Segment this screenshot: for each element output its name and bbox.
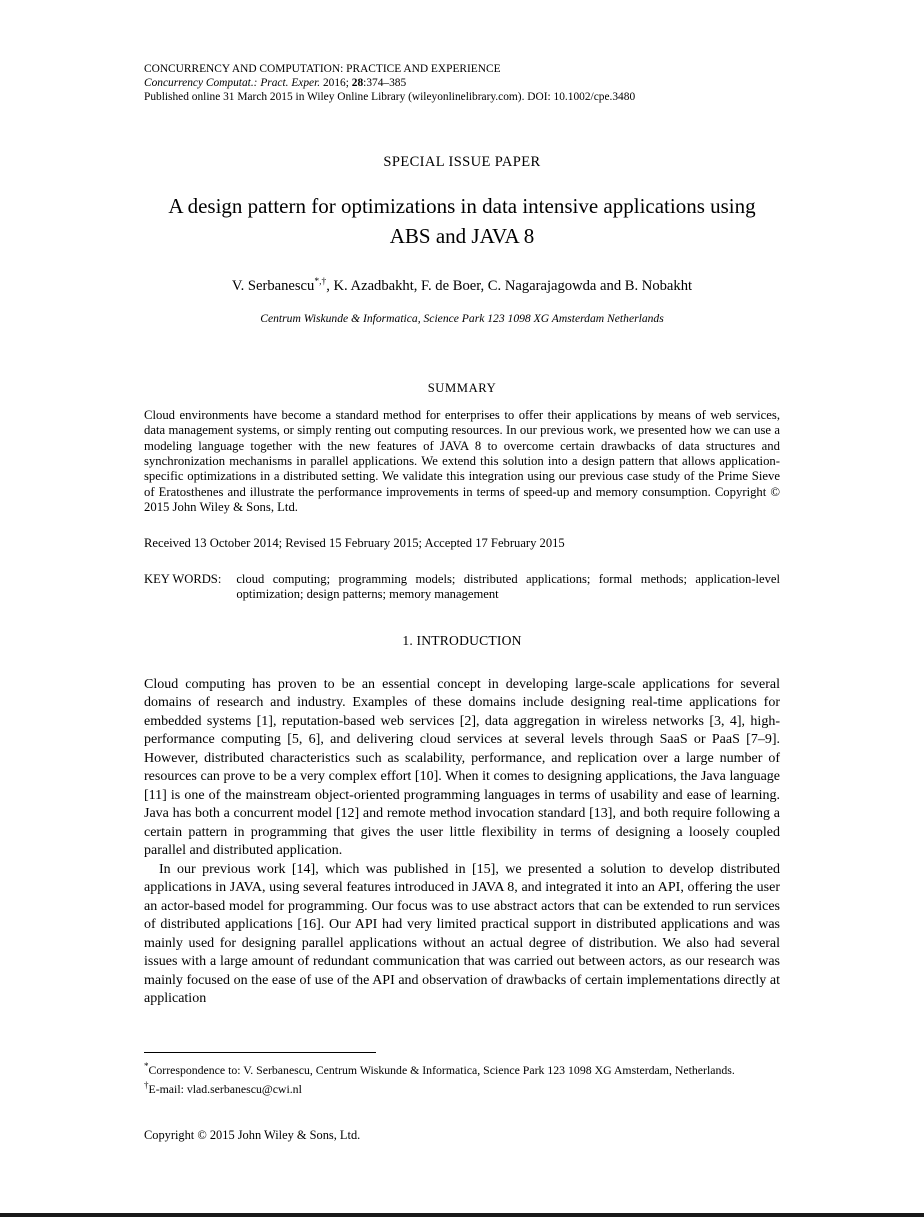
article-title: A design pattern for optimizations in data intensive applications using ABS and JAVA 8 [168, 194, 756, 248]
page-bottom-edge [0, 1213, 924, 1217]
footnote-email [144, 1078, 780, 1097]
citation-journal: Concurrency Computat.: Pract. Exper. [144, 77, 321, 89]
authors-rest: , K. Azadbakht, F. de Boer, C. Nagarajagowda and B. Nobakht [326, 277, 693, 294]
author-affiliation-markers: *,† [314, 277, 327, 287]
citation-pages: :374–385 [363, 77, 407, 89]
keywords-text: cloud computing; programming models; distributed applications; formal methods; application-level optimization; design patterns; memory management [236, 571, 780, 602]
authors-line [144, 277, 780, 295]
footnote-correspondence-text: Correspondence to: V. Serbanescu, Centrum Wiskunde & Informatica, Science Park 123 1098 XG Amsterdam, Netherlands. [148, 1062, 735, 1077]
affiliation-line: Centrum Wiskunde & Informatica, Science Park 123 1098 XG Amsterdam Netherlands [260, 311, 664, 325]
page-footer-copyright: Copyright © 2015 John Wiley & Sons, Ltd. [144, 1128, 361, 1142]
article-category: SPECIAL ISSUE PAPER [383, 154, 541, 170]
footnote-rule [144, 1052, 376, 1053]
journal-header [144, 62, 780, 104]
journal-citation [144, 76, 780, 90]
citation-volume: 28 [351, 77, 364, 89]
summary-heading: SUMMARY [427, 380, 497, 395]
intro-paragraph-1: Cloud computing has proven to be an essential concept in developing large-scale applications for several domains of research and industry. Examples of these domains include designing real-time applications for embedded systems [1], reputation-based web services [2], data aggregation in wireless networks [3, 4], high-performance computing [5, 6], and delivering cloud services at several levels through SaaS or PaaS [7–9]. However, distributed characteristics such as scalability, performance, and replication over a large number of resources can prove to be a very complex effort [10]. When it comes to designing applications, the Java language [11] is one of the mainstream object-oriented programming languages in terms of usability and ease of learning. Java has both a concurrent model [12] and remote method invocation standard [13], and both require following a certain pattern in programming that gives the user little flexibility in terms of designing a loosely coupled parallel and distributed application. [144, 676, 780, 859]
published-doi-line: Published online 31 March 2015 in Wiley Online Library (wileyonlinelibrary.com). DOI: 10.1002/cpe.3480 [144, 91, 636, 103]
journal-name: CONCURRENCY AND COMPUTATION: PRACTICE AND EXPERIENCE [144, 63, 501, 75]
section-heading-introduction: 1. INTRODUCTION [402, 632, 522, 648]
received-revised-accepted-line: Received 13 October 2014; Revised 15 February 2015; Accepted 17 February 2015 [144, 535, 565, 550]
footnote-email-text: E-mail: vlad.serbanescu@cwi.nl [148, 1081, 302, 1096]
intro-paragraph-2: In our previous work [14], which was published in [15], we presented a solution to develop distributed applications in JAVA, using several features introduced in JAVA 8, and integrated it into an API, offering the user an actor-based model for programming. Our focus was to use abstract actors that can be extended to run services of distributed applications [16]. Our API had very limited practical support in distributed applications and was mainly used for designing parallel applications without an actual degree of distribution. We also had several issues with a large amount of redundant communication that was carried out between actors, as our research was mainly focused on the ease of use of the API and observation of drawbacks of certain implementations directly at application [144, 861, 780, 1007]
keywords-label: KEY WORDS: [144, 571, 222, 586]
author-lead: V. Serbanescu [231, 277, 315, 294]
asterisk-marker: * [144, 1061, 149, 1071]
footnote-area [144, 1052, 780, 1096]
keywords-block [144, 572, 780, 603]
summary-text: Cloud environments have become a standard method for enterprises to offer their applications by means of web services, data management systems, or simply renting out computing resources. In our previous work, we presented how we can use a modeling language together with the new features of JAVA 8 to overcome certain drawbacks of data structures and synchronization mechanisms in parallel applications. We extend this solution into a design pattern that allows application-specific optimizations in a distributed setting. We validate this integration using our previous case study of the Prime Sieve of Eratosthenes and illustrate the performance improvements in terms of speed-up and memory consumption. Copyright © 2015 John Wiley & Sons, Ltd. [144, 407, 780, 515]
citation-year: 2016; [320, 77, 352, 89]
footnote-correspondence [144, 1059, 780, 1078]
dagger-marker: † [144, 1079, 149, 1090]
